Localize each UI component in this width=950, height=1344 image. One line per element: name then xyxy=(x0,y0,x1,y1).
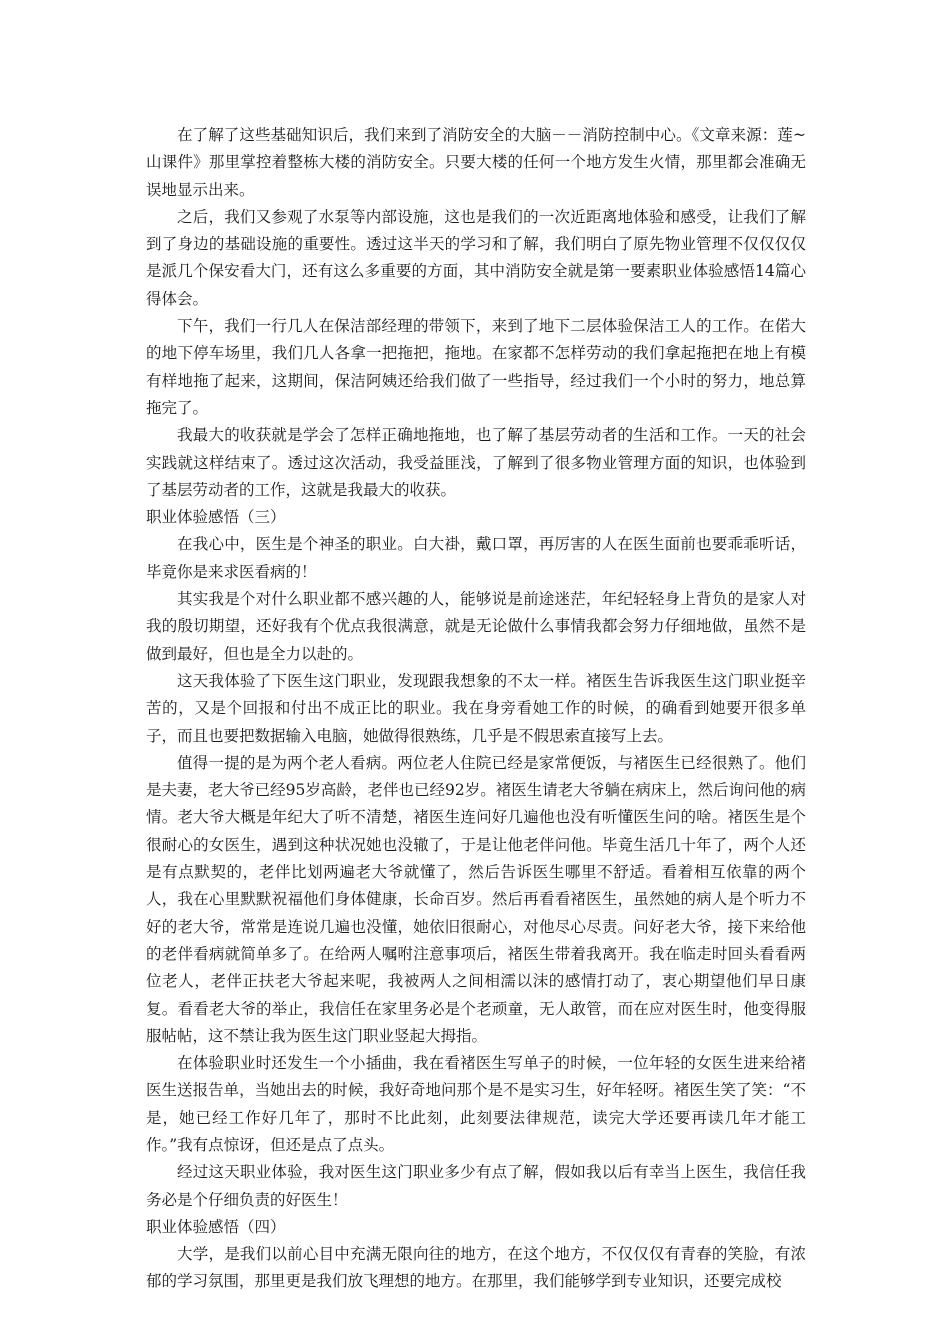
paragraph: 之后，我们又参观了水泵等内部设施，这也是我们的一次近距离地体验和感受，让我们了解到了身边的基础设施的重要性。透过这半天的学习和了解，我们明白了原先物业管理不仅仅仅仅是派几个保安看大门，还有这么多重要的方面，其中消防安全就是第一要素职业体验感悟14篇心得体会。 xyxy=(146,207,806,308)
document-body xyxy=(146,122,806,1296)
paragraph: 在了解了这些基础知识后，我们来到了消防安全的大脑－－消防控制中心。《文章来源：莲~山课件》那里掌控着整栋大楼的消防安全。只要大楼的任何一个地方发生火情，那里都会准确无误地显示出来。 xyxy=(146,126,806,199)
paragraph: 值得一提的是为两个老人看病。两位老人住院已经是家常便饭，与褚医生已经很熟了。他们是夫妻，老大爷已经95岁高龄，老伴也已经92岁。褚医生请老大爷躺在病床上，然后询问他的病情。老大爷大概是年纪大了听不清楚，褚医生连问好几遍他也没有听懂医生问的啥。褚医生是个很耐心的女医生，遇到这种状况她也没辙了，于是让他老伴问他。毕竟生活几十年了，两个人还是有点默契的，老伴比划两遍老大爷就懂了，然后告诉医生哪里不舒适。看着相互依靠的两个人，我在心里默默祝福他们身体健康，长命百岁。然后再看看褚医生，虽然她的病人是个听力不好的老大爷，常常是连说几遍也没懂，她依旧很耐心，对他尽心尽责。问好老大爷，接下来给他的老伴看病就简单多了。在给两人嘱咐注意事项后，褚医生带着我离开。我在临走时回头看看两位老人，老伴正扶老大爷起来呢，我被两人之间相濡以沫的感情打动了，衷心期望他们早日康复。看看老大爷的举止，我信任在家里务必是个老顽童，无人敢管，而在应对医生时，他变得服服帖帖，这不禁让我为医生这门职业竖起大拇指。 xyxy=(146,753,806,1045)
paragraph: 我最大的收获就是学会了怎样正确地拖地，也了解了基层劳动者的生活和工作。一天的社会实践就这样结束了。透过这次活动，我受益匪浅，了解到了很多物业管理方面的知识，也体验到了基层劳动者的工作，这就是我最大的收获。 xyxy=(146,426,806,499)
paragraph: 这天我体验了下医生这门职业，发现跟我想象的不太一样。褚医生告诉我医生这门职业挺辛苦的，又是个回报和付出不成正比的职业。我在身旁看她工作的时候，的确看到她要开很多单子，而且也要把数据输入电脑，她做得很熟练，几乎是不假思索直接写上去。 xyxy=(146,671,806,745)
paragraph: 在体验职业时还发生一个小插曲，我在看褚医生写单子的时候，一位年轻的女医生进来给褚医生送报告单，当她出去的时候，我好奇地问那个是不是实习生，好年轻呀。褚医生笑了笑：“不是，她已经工作好几年了，那时不比此刻，此刻要法律规范，读完大学还要再读几年才能工作。”我有点惊讶，但还是点了点头。 xyxy=(146,1054,806,1154)
paragraph: 经过这天职业体验，我对医生这门职业多少有点了解，假如我以后有幸当上医生，我信任我务必是个仔细负责的好医生！ xyxy=(146,1163,806,1209)
paragraph: 在我心中，医生是个神圣的职业。白大褂，戴口罩，再厉害的人在医生面前也要乖乖听话，毕竟你是来求医看病的！ xyxy=(146,535,806,581)
paragraph: 其实我是个对什么职业都不感兴趣的人，能够说是前途迷茫，年纪轻轻身上背负的是家人对我的殷切期望，还好我有个优点我很满意，就是无论做什么事情我都会努力仔细地做，虽然不是做到最好，但也是全力以赴的。 xyxy=(146,590,806,663)
section-heading: 职业体验感悟（四） xyxy=(146,1217,286,1236)
section-heading: 职业体验感悟（三） xyxy=(146,508,286,527)
paragraph: 大学，是我们以前心目中充满无限向往的地方，在这个地方，不仅仅仅有青春的笑脸，有浓郁的学习氛围，那里更是我们放飞理想的地方。在那里，我们能够学到专业知识，还要完成校 xyxy=(146,1245,806,1291)
paragraph: 下午，我们一行几人在保洁部经理的带领下，来到了地下二层体验保洁工人的工作。在偌大的地下停车场里，我们几人各拿一把拖把，拖地。在家都不怎样劳动的我们拿起拖把在地上有模有样地拖了起来，这期间，保洁阿姨还给我们做了一些指导，经过我们一个小时的努力，地总算拖完了。 xyxy=(146,317,806,417)
